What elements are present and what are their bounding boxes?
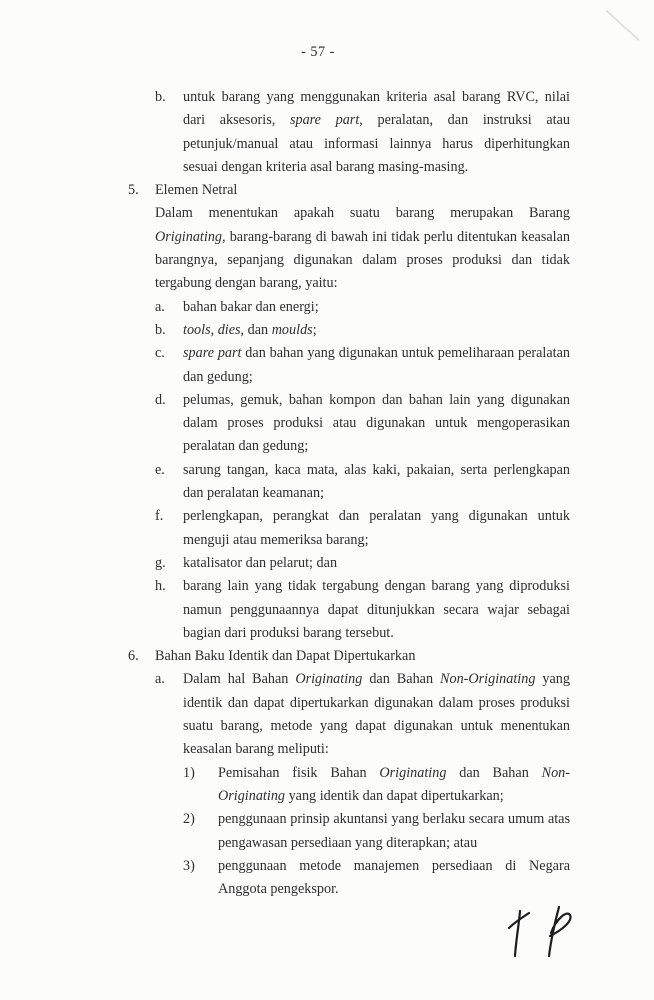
- section-5-intro: Dalam menentukan apakah suatu barang merupakan Barang Originating, barang-barang di bawah ini tidak perlu ditentukan keasalan barangnya, sepanjang digunakan dalam proses produksi dan tidak tergabung dengan barang, yaitu:: [155, 205, 570, 292]
- list-subitem: [128, 855, 570, 902]
- list-marker: d.: [155, 391, 166, 408]
- list-item: [128, 505, 570, 552]
- list-text: sarung tangan, kaca mata, alas kaki, pakaian, serta perlengkapan dan peralatan keamanan;: [183, 461, 570, 502]
- initial-stroke-right: [549, 907, 570, 956]
- list-item: [128, 459, 570, 506]
- document-content: [128, 86, 570, 901]
- list-item: [128, 575, 570, 645]
- list-item: [128, 319, 570, 342]
- list-marker: b.: [155, 321, 166, 338]
- list-text: bahan bakar dan energi;: [183, 298, 319, 315]
- list-marker: 2): [183, 811, 195, 828]
- list-marker: a.: [155, 671, 165, 688]
- list-marker: a.: [155, 298, 165, 315]
- list-text: perlengkapan, perangkat dan peralatan yang digunakan untuk menguji atau memeriksa barang;: [183, 508, 570, 548]
- list-text: pelumas, gemuk, bahan kompon dan bahan lain yang digunakan dalam proses produksi atau digunakan untuk mengoperasikan peralatan dan gedung;: [183, 391, 570, 455]
- list-item: [128, 296, 570, 319]
- initial-stroke-left: [509, 911, 529, 956]
- list-text: Pemisahan fisik Bahan Originating dan Bahan Non-Originating yang identik dan dapat dipertukarkan;: [218, 764, 570, 804]
- list-marker: h.: [155, 578, 166, 595]
- list-text: spare part dan bahan yang digunakan untuk pemeliharaan peralatan dan gedung;: [183, 345, 571, 385]
- list-marker: b.: [155, 89, 166, 105]
- scan-artifact-line: [606, 10, 640, 41]
- list-item: [128, 342, 570, 389]
- list-marker: e.: [155, 461, 165, 478]
- section-title: Elemen Netral: [155, 182, 238, 199]
- section-number: 5.: [128, 182, 139, 199]
- list-text: Dalam hal Bahan Originating dan Bahan Non-Originating yang identik dan dapat dipertukarkan digunakan dalam proses produksi suatu barang, metode yang dapat digunakan untuk menentukan keasalan barang meliputi:: [183, 671, 570, 758]
- list-marker: c.: [155, 345, 165, 362]
- handwritten-initials: [498, 898, 582, 970]
- list-subitem: [128, 762, 570, 809]
- section-5-heading: [128, 179, 570, 202]
- list-text: tools, dies, dan moulds;: [183, 321, 317, 338]
- section-6-heading: [128, 645, 570, 668]
- list-item-b: [128, 86, 570, 179]
- list-marker: 3): [183, 857, 195, 874]
- list-item: [128, 389, 570, 459]
- page-number: - 57 -: [301, 44, 335, 60]
- list-text: penggunaan metode manajemen persediaan di Negara Anggota pengekspor.: [218, 857, 570, 898]
- list-item: [128, 552, 570, 575]
- list-text: penggunaan prinsip akuntansi yang berlaku secara umum atas pengawasan persediaan yang diterapkan; atau: [218, 811, 570, 851]
- list-marker: 1): [183, 764, 195, 781]
- list-subitem: [128, 808, 570, 855]
- list-text: barang lain yang tidak tergabung dengan barang yang diproduksi namun penggunaannya dapat ditunjukkan secara wajar sebagai bagian dari produksi barang tersebut.: [183, 578, 570, 641]
- list-marker: f.: [155, 508, 164, 525]
- list-marker: g.: [155, 554, 166, 571]
- list-item: [128, 668, 570, 761]
- list-text: untuk barang yang menggunakan kriteria asal barang RVC, nilai dari aksesoris, spare part, peralatan, dan instruksi atau petunjuk/manual atau informasi lainnya harus diperhitungkan sesuai dengan kriteria asal barang masing-masing.: [183, 89, 570, 175]
- list-text: katalisator dan pelarut; dan: [183, 554, 338, 571]
- section-title: Bahan Baku Identik dan Dapat Dipertukarkan: [155, 648, 416, 665]
- section-number: 6.: [128, 648, 139, 665]
